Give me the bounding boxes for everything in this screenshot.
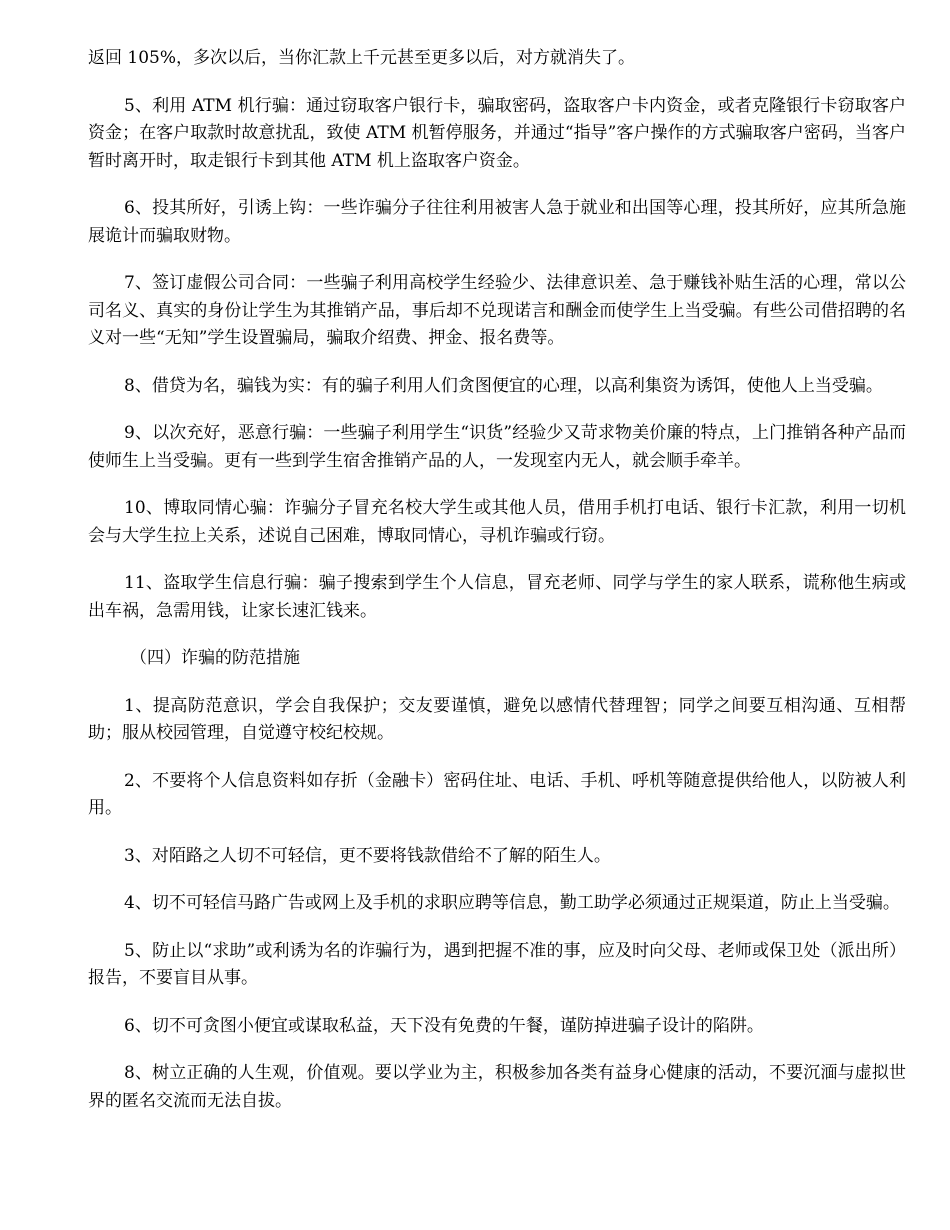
paragraph-prevention-1: 1、提高防范意识，学会自我保护；交友要谨慎，避免以感情代替理智；同学之间要互相沟通、互相帮助；服从校园管理，自觉遵守校纪校规。 [88,695,906,743]
section-heading-prevention: （四）诈骗的防范措施 [130,648,300,668]
paragraph-prevention-3: 3、对陌路之人切不可轻信，更不要将钱款借给不了解的陌生人。 [124,845,611,866]
paragraph-fraud-5-atm: 5、利用 ATM 机行骗：通过窃取客户银行卡，骗取密码，盗取客户卡内资金，或者克隆银行卡窃取客户资金；在客户取款时故意扰乱，致使 ATM 机暂停服务，并通过“指导”客户操作的方式骗取客户密码，当客户暂时离开时，取走银行卡到其他 ATM 机上盗取客户资金。 [88,95,906,171]
paragraph-fraud-11: 11、盗取学生信息行骗：骗子搜索到学生个人信息，冒充老师、同学与学生的家人联系，谎称他生病或出车祸，急需用钱，让家长速汇钱来。 [88,573,906,621]
paragraph-fraud-7: 7、签订虚假公司合同：一些骗子利用高校学生经验少、法律意识差、急于赚钱补贴生活的心理，常以公司名义、真实的身份让学生为其推销产品，事后却不兑现诺言和酬金而使学生上当受骗。有些公司借招聘的名义对一些“无知”学生设置骗局，骗取介绍费、押金、报名费等。 [88,273,906,348]
paragraph-prevention-4: 4、切不可轻信马路广告或网上及手机的求职应聘等信息，勤工助学必须通过正规渠道，防止上当受骗。 [124,893,900,913]
document-body [88,45,906,1135]
paragraph-fraud-9: 9、以次充好，恶意行骗：一些骗子利用学生“识货”经验少又苛求物美价廉的特点，上门推销各种产品而使师生上当受骗。更有一些到学生宿舍推销产品的人，一发现室内无人，就会顺手牵羊。 [88,423,906,471]
paragraph-prevention-5: 5、防止以“求助”或利诱为名的诈骗行为，遇到把握不准的事，应及时向父母、老师或保卫处（派出所）报告，不要盲目从事。 [88,940,906,988]
paragraph-prevention-2: 2、不要将个人信息资料如存折（金融卡）密码住址、电话、手机、呼机等随意提供给他人，以防被人利用。 [88,770,906,818]
paragraph-prevention-8: 8、树立正确的人生观，价值观。要以学业为主，积极参加各类有益身心健康的活动，不要沉湎与虚拟世界的匿名交流而无法自拔。 [88,1063,906,1111]
paragraph-fraud-10: 10、博取同情心骗：诈骗分子冒充名校大学生或其他人员，借用手机打电话、银行卡汇款，利用一切机会与大学生拉上关系，述说自己困难，博取同情心，寻机诈骗或行窃。 [88,498,906,546]
paragraph-continuation: 返回 105%，多次以后，当你汇款上千元甚至更多以后，对方就消失了。 [88,48,636,68]
paragraph-fraud-8: 8、借贷为名，骗钱为实：有的骗子利用人们贪图便宜的心理，以高利集资为诱饵，使他人上当受骗。 [124,375,883,396]
paragraph-fraud-6: 6、投其所好，引诱上钩：一些诈骗分子往往利用被害人急于就业和出国等心理，投其所好，应其所急施展诡计而骗取财物。 [88,198,906,246]
paragraph-prevention-6: 6、切不可贪图小便宜或谋取私益，天下没有免费的午餐，谨防掉进骗子设计的陷阱。 [124,1015,764,1036]
